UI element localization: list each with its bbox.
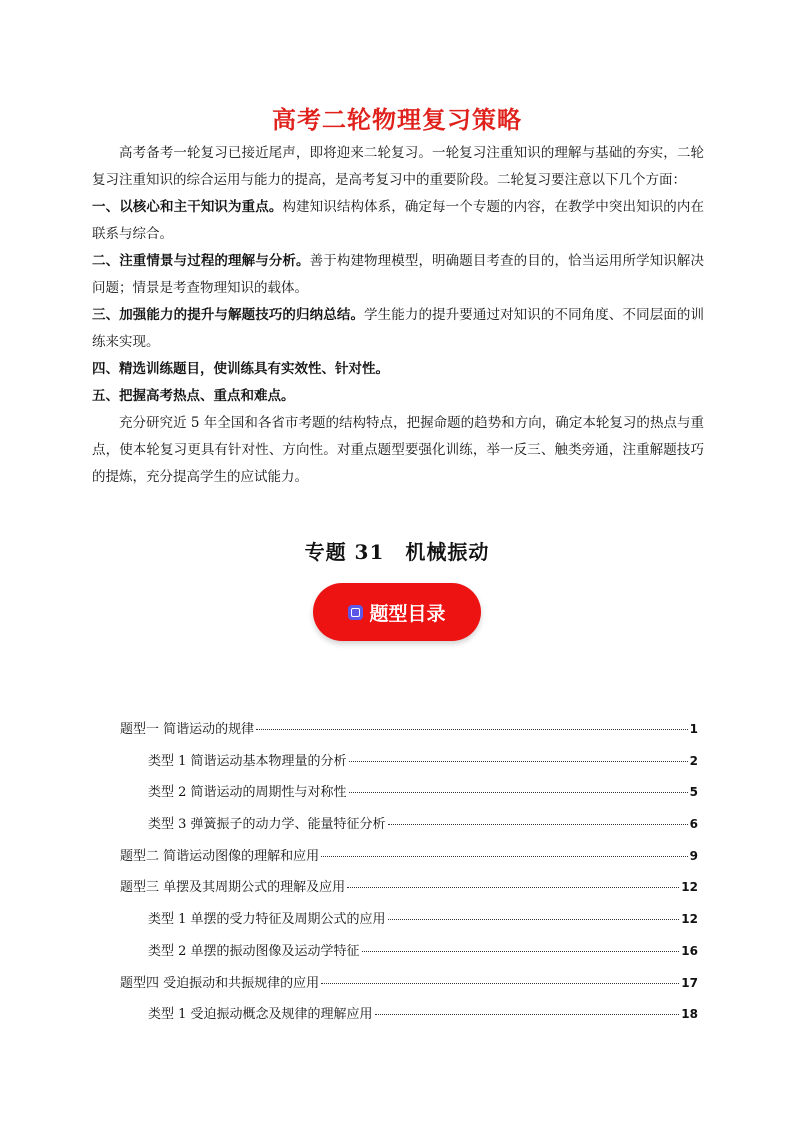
toc-page-number: 16 <box>681 943 698 958</box>
topic-title: 专题 31 机械振动 <box>304 540 490 564</box>
toc-entry-label: 类型 3 弹簧振子的动力学、能量特征分析 <box>148 817 386 833</box>
strategy-point-2 <box>92 248 704 302</box>
toc-page-number: 12 <box>681 880 698 895</box>
page-title: 高考二轮物理复习策略 <box>272 106 522 134</box>
strategy-point-heading: 二、注重情景与过程的理解与分析。 <box>92 253 310 269</box>
catalog-icon <box>348 605 363 620</box>
toc-leader-dots <box>362 951 680 952</box>
toc-entry-label: 类型 1 受迫振动概念及规律的理解应用 <box>148 1007 373 1023</box>
strategy-point-3 <box>92 302 704 356</box>
toc-leader-dots <box>375 1014 680 1015</box>
table-of-contents <box>120 718 698 1035</box>
strategy-point-1 <box>92 194 704 248</box>
toc-leader-dots <box>321 856 688 857</box>
toc-page-number: 5 <box>689 785 698 800</box>
toc-entry-label: 题型三 单摆及其周期公式的理解及应用 <box>120 880 346 896</box>
toc-page-number: 2 <box>689 753 698 768</box>
toc-entry[interactable] <box>120 908 698 940</box>
toc-page-number: 12 <box>681 912 698 927</box>
toc-leader-dots <box>321 983 679 984</box>
toc-entry[interactable] <box>120 781 698 813</box>
toc-entry[interactable] <box>120 813 698 845</box>
toc-entry[interactable] <box>120 718 698 750</box>
strategy-point-heading: 一、以核心和主干知识为重点。 <box>92 199 283 215</box>
toc-entry[interactable] <box>120 845 698 877</box>
toc-leader-dots <box>349 761 688 762</box>
toc-button-label: 题型目录 <box>369 602 446 625</box>
strategy-point-text: 善于构建物理模型，明确题目考查的目的，恰当运用所学知识解决问题；情景是考查物理知识的载体。 <box>92 253 705 296</box>
toc-entry-label: 类型 2 单摆的振动图像及运动学特征 <box>148 943 360 959</box>
toc-entry-label: 类型 1 单摆的受力特征及周期公式的应用 <box>148 912 386 928</box>
toc-leader-dots <box>349 792 688 793</box>
toc-page-number: 6 <box>689 817 698 832</box>
strategy-point-4 <box>92 356 704 383</box>
intro-paragraph: 高考备考一轮复习已接近尾声，即将迎来二轮复习。一轮复习注重知识的理解与基础的夯实，二轮复习注重知识的综合运用与能力的提高，是高考复习中的重要阶段。二轮复习要注意以下几个方面： <box>92 145 704 188</box>
toc-entry-label: 题型四 受迫振动和共振规律的应用 <box>120 975 320 991</box>
strategy-point-5 <box>92 383 704 410</box>
toc-entry[interactable] <box>120 750 698 782</box>
intro-section <box>92 140 704 491</box>
strategy-point-heading: 四、精选训练题目，使训练具有实效性、针对性。 <box>92 361 389 377</box>
toc-button[interactable] <box>313 583 481 641</box>
toc-entry[interactable] <box>120 940 698 972</box>
toc-entry-label: 类型 2 简谐运动的周期性与对称性 <box>148 785 347 801</box>
toc-entry-label: 题型一 简谐运动的规律 <box>120 722 255 737</box>
strategy-point-heading: 三、加强能力的提升与解题技巧的归纳总结。 <box>92 307 365 323</box>
toc-page-number: 18 <box>681 1007 698 1022</box>
toc-entry-label: 题型二 简谐运动图像的理解和应用 <box>120 848 320 864</box>
toc-entry[interactable] <box>120 876 698 908</box>
strategy-point-text: 构建知识结构体系，确定每一个专题的内容，在教学中突出知识的内在联系与综合。 <box>92 199 705 242</box>
strategy-point-heading: 五、把握高考热点、重点和难点。 <box>92 388 295 404</box>
toc-page-number: 9 <box>689 848 698 863</box>
toc-entry[interactable] <box>120 1003 698 1035</box>
strategy-point-text: 学生能力的提升要通过对知识的不同角度、不同层面的训练来实现。 <box>92 307 705 350</box>
toc-entry-label: 类型 1 简谐运动基本物理量的分析 <box>148 753 347 769</box>
toc-leader-dots <box>347 887 679 888</box>
toc-leader-dots <box>256 729 688 730</box>
toc-leader-dots <box>388 824 688 825</box>
toc-leader-dots <box>388 919 680 920</box>
toc-entry[interactable] <box>120 972 698 1004</box>
toc-page-number: 1 <box>689 722 698 736</box>
toc-page-number: 17 <box>681 975 698 990</box>
closing-paragraph: 充分研究近 5 年全国和各省市考题的结构特点，把握命题的趋势和方向，确定本轮复习的热点与重点，使本轮复习更具有针对性、方向性。对重点题型要强化训练，举一反三、触类旁通，注重解题技巧的提炼，充分提高学生的应试能力。 <box>92 415 704 485</box>
